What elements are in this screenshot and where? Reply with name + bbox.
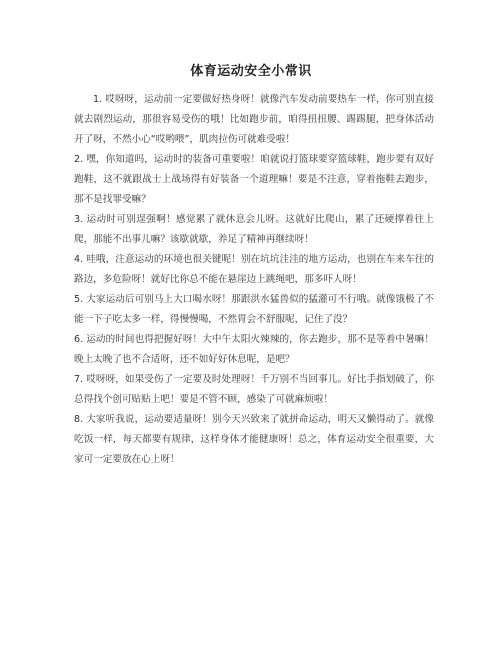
paragraph-1: 1. 哎呀呀，运动前一定要做好热身呀！就像汽车发动前要热车一样，你可别直接就去剧烈运动，那很容易受伤的哦！比如跑步前，咱得扭扭腰、踢踢腿，把身体活动开了呀，不然小心“哎哟喂”，肌肉拉伤可就难受啦！ bbox=[74, 94, 434, 145]
paragraph-3: 3. 运动时可别逞强啊！感觉累了就休息会儿呀。这就好比爬山，累了还硬撑着往上爬，那能不出事儿嘛？该歇就歇，养足了精神再继续呀！ bbox=[74, 214, 434, 245]
paragraph-8: 8. 大家听我说，运动要适量呀！别今天兴致来了就拼命运动，明天又懒得动了。就像吃饭一样，每天都要有规律，这样身体才能健康呀！总之，体育运动安全很重要，大家可一定要放在心上呀！ bbox=[74, 414, 434, 465]
document-title: 体育运动安全小常识 bbox=[190, 64, 312, 79]
paragraph-6: 6. 运动的时间也得把握好呀！大中午太阳火辣辣的，你去跑步，那不是等着中暑嘛！晚上太晚了也不合适呀，还不如好好休息呢，是吧？ bbox=[74, 334, 434, 365]
paragraph-2: 2. 嘿，你知道吗，运动时的装备可重要啦！咱就说打篮球要穿篮球鞋，跑步要有双好跑鞋，这不就跟战士上战场得有好装备一个道理嘛！要是不注意，穿着拖鞋去跑步，那不是找罪受嘛？ bbox=[74, 154, 434, 205]
paragraph-7: 7. 哎呀呀，如果受伤了一定要及时处理呀！千万别不当回事儿。好比手指划破了，你总得找个创可贴贴上吧！要是不管不顾，感染了可就麻烦啦！ bbox=[74, 374, 434, 405]
document-body bbox=[74, 90, 434, 470]
paragraph-4: 4. 哇哦，注意运动的环境也很关键呢！别在坑坑洼洼的地方运动，也别在车来车往的路边，多危险呀！就好比你总不能在悬崖边上跳绳吧，那多吓人呀！ bbox=[74, 254, 434, 285]
paragraph-5: 5. 大家运动后可别马上大口喝水呀！那跟洪水猛兽似的猛灌可不行哦。就像饿极了不能一下子吃太多一样，得慢慢喝，不然胃会不舒服呢，记住了没？ bbox=[74, 294, 434, 325]
